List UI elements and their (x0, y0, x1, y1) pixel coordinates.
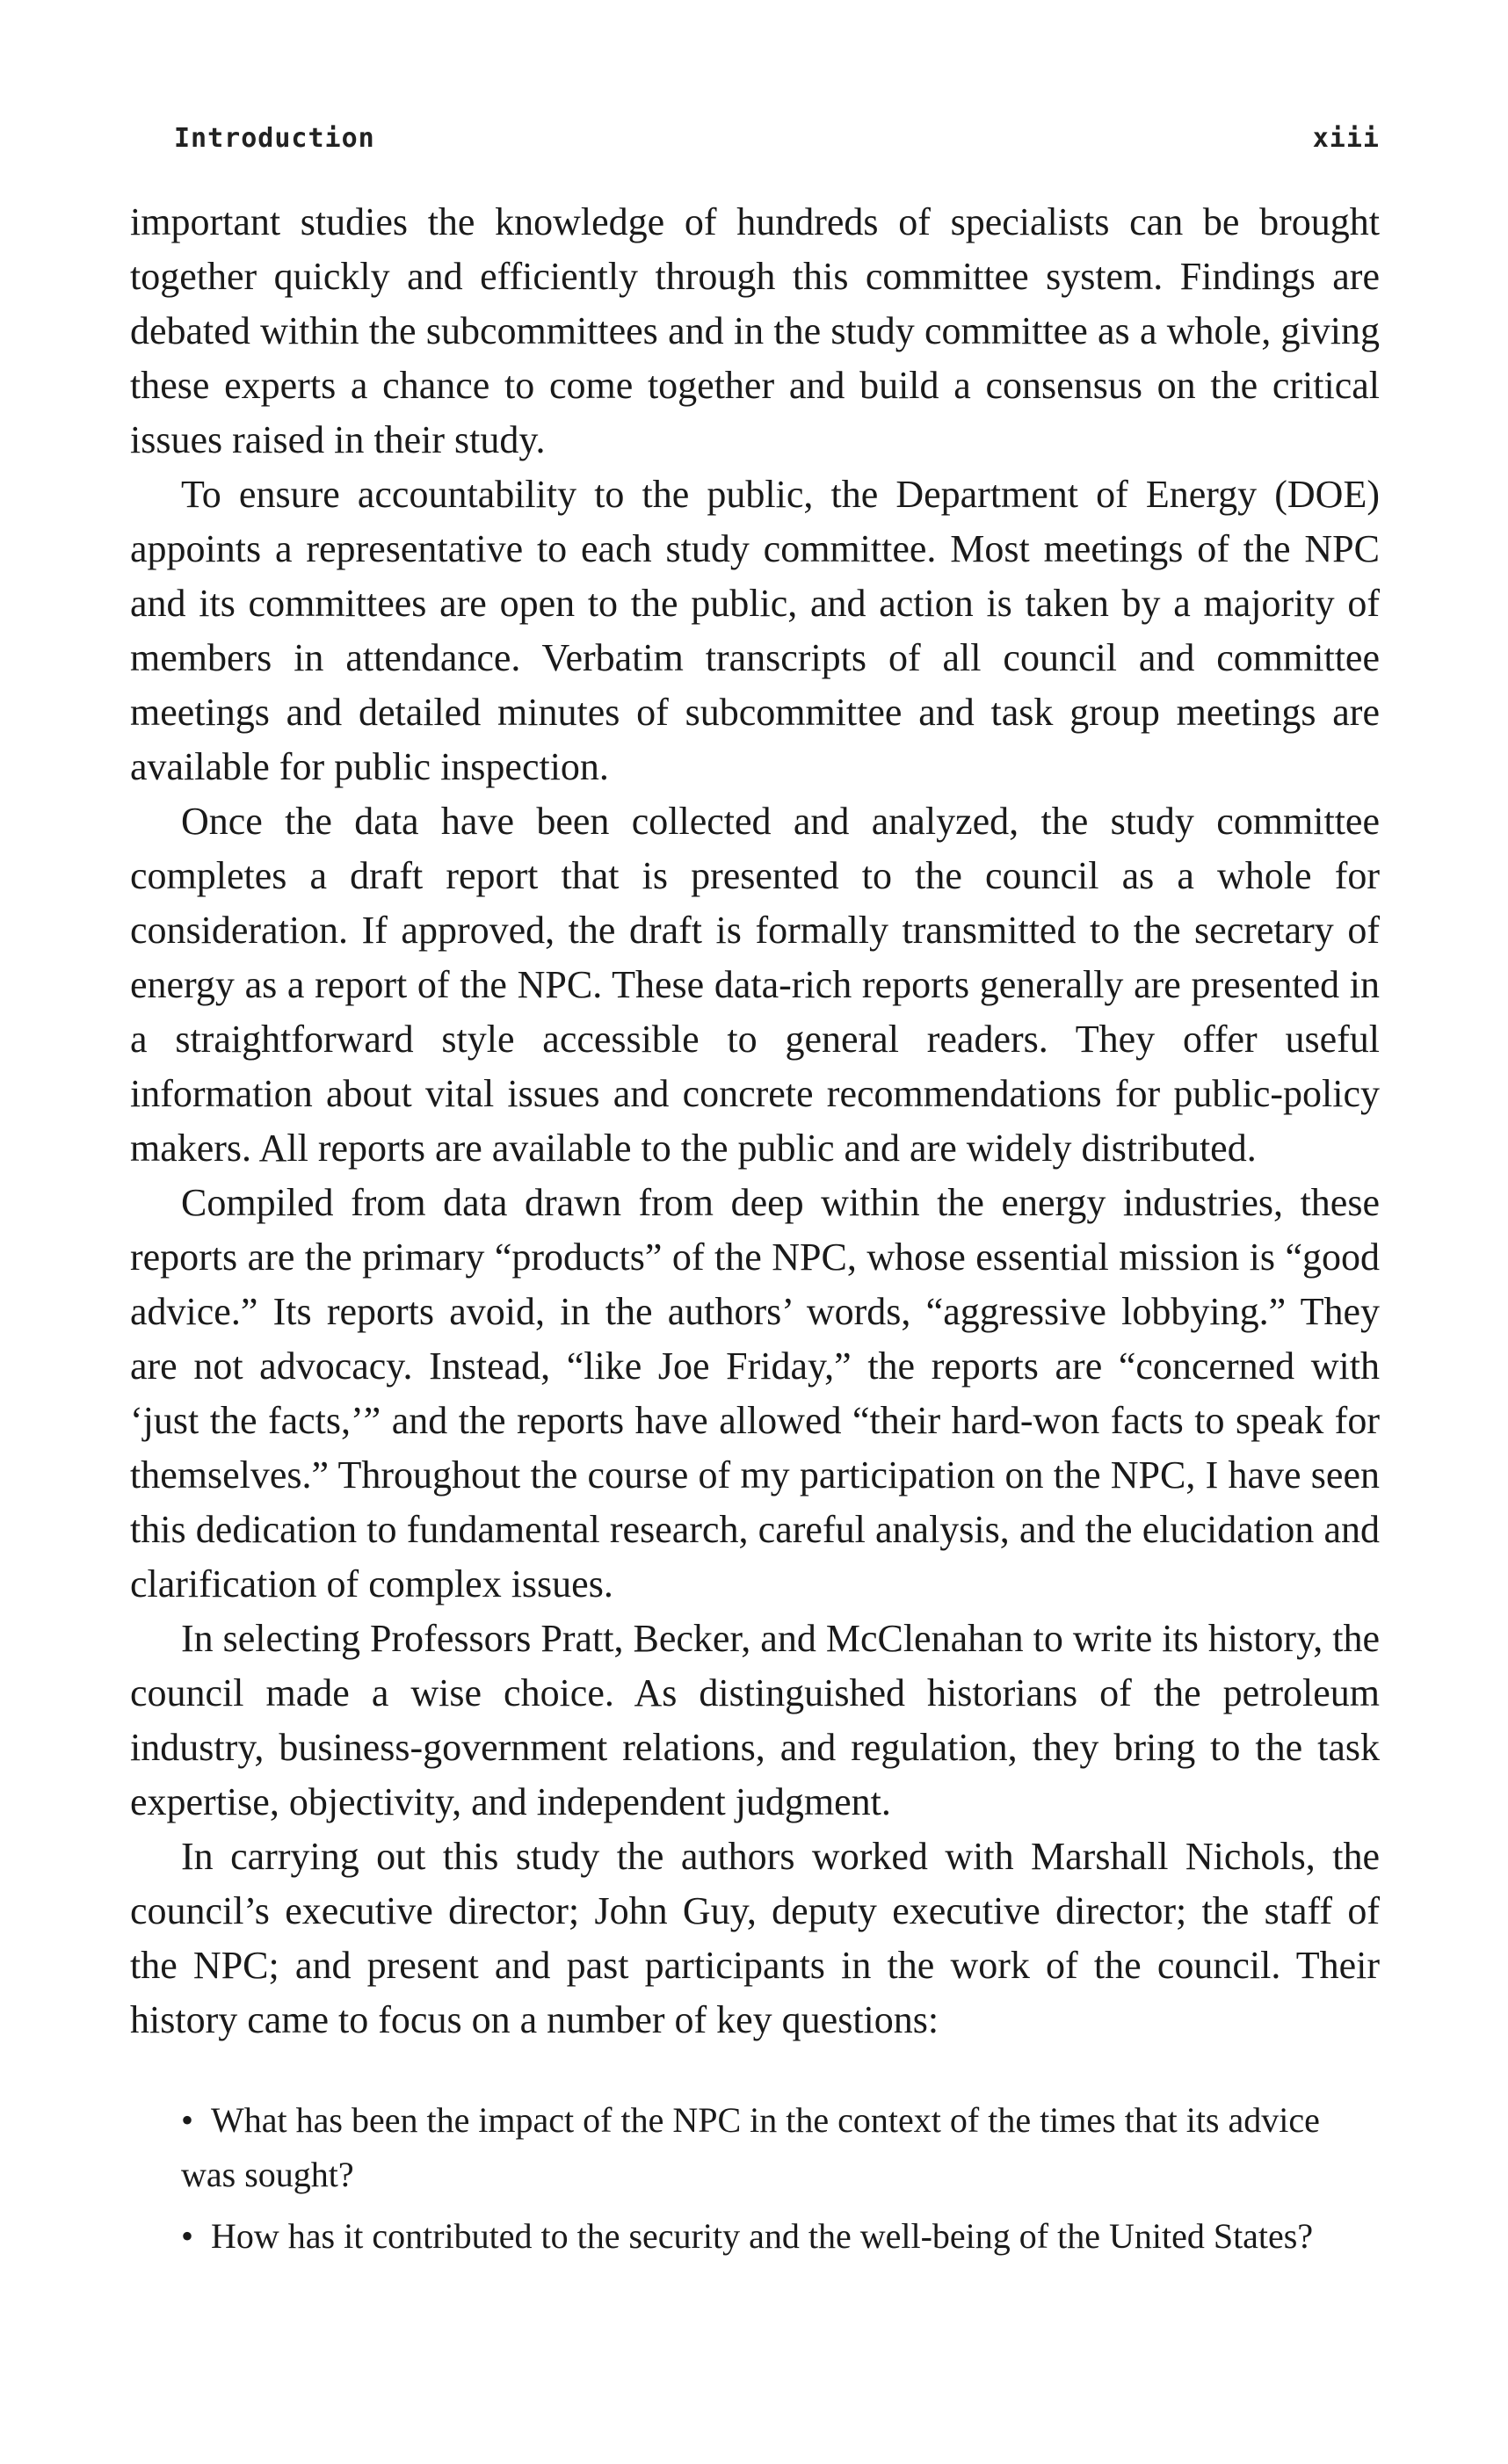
bullet-icon: • (181, 2100, 194, 2140)
page-number: xiii (1312, 123, 1380, 154)
paragraph-products: Compiled from data drawn from deep within the energy industries, these reports are the primary “products” of the NPC, whose essential mission is “good advice.” Its reports avoid, in the authors’ words, “aggressive lobbying.” They are not advocacy. Instead, “like Joe Friday,” the reports are “concerned with ‘just the facts,’” and the reports have allowed “their hard-won facts to speak for themselves.” Throughout the course of my participation on the NPC, I have seen this dedication to fundamental research, careful analysis, and the elucidation and clarification of complex issues. (130, 1181, 1380, 1605)
question-list (130, 2093, 1323, 2264)
paragraph-key-questions: In carrying out this study the authors worked with Marshall Nichols, the council’s executive director; John Guy, deputy executive director; the staff of the NPC; and present and past participants in the work of the council. Their history came to focus on a number of key questions: (130, 1835, 1380, 2041)
book-page (130, 0, 1380, 2464)
list-item-text: What has been the impact of the NPC in the context of the times that its advice was sought? (181, 2100, 1320, 2194)
paragraph-accountability: To ensure accountability to the public, the Department of Energy (DOE) appoints a representative to each study committee. Most meetings of the NPC and its committees are open to the public, and action is taken by a majority of members in attendance. Verbatim transcripts of all council and committee meetings and detailed minutes of subcommittee and task group meetings are available for public inspection. (130, 473, 1380, 788)
paragraph-authors: In selecting Professors Pratt, Becker, and McClenahan to write its history, the council made a wise choice. As distinguished historians of the petroleum industry, business-government relations, and regulation, they bring to the task expertise, objectivity, and independent judgment. (130, 1617, 1380, 1823)
list-item (181, 2209, 1323, 2264)
paragraph-draft-report: Once the data have been collected and analyzed, the study committee completes a draft report that is presented to the council as a whole for consideration. If approved, the draft is formally transmitted to the secretary of energy as a report of the NPC. These data-rich reports generally are presented in a straightforward style accessible to general readers. They offer useful information about vital issues and concrete recommendations for public-policy makers. All reports are available to the public and are widely distributed. (130, 800, 1380, 1170)
body-text (130, 195, 1380, 2271)
running-head (130, 123, 1380, 158)
bullet-icon: • (181, 2216, 194, 2256)
paragraph-continued: important studies the knowledge of hundreds of specialists can be brought together quickly and efficiently through this committee system. Findings are debated within the subcommittees and in the study committee as a whole, giving these experts a chance to come together and build a consensus on the critical issues raised in their study. (130, 200, 1380, 461)
list-item-text: How has it contributed to the security and the well-being of the United States? (211, 2216, 1314, 2256)
list-item (181, 2093, 1323, 2202)
chapter-title: Introduction (174, 123, 375, 154)
